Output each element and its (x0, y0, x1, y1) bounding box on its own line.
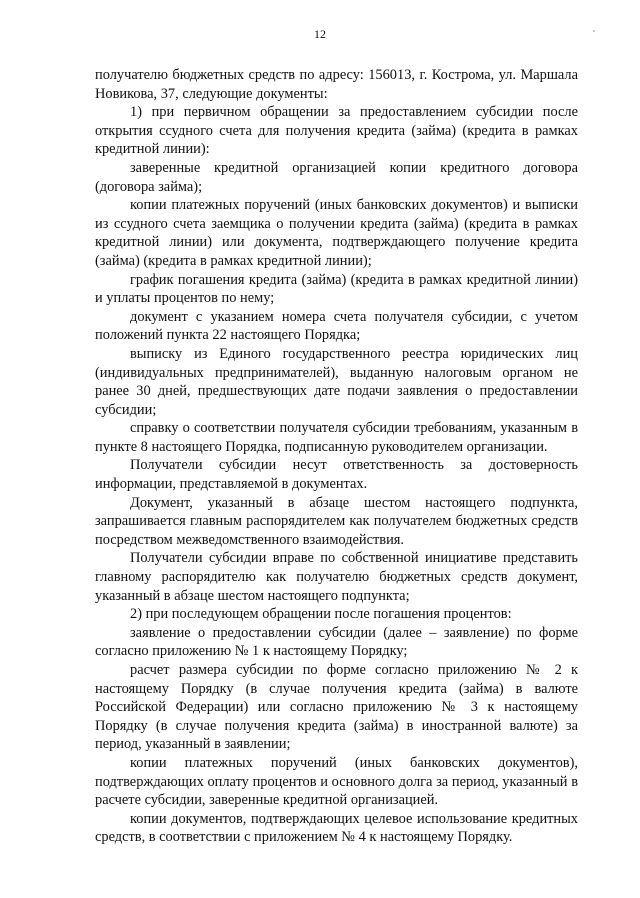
paragraph-application: заявление о предоставлении субсидии (далее – заявление) по форме согласно приложению № 1 к настоящему Порядку; (95, 624, 578, 660)
paragraph-target-use-documents: копии документов, подтверждающих целевое использование кредитных средств, в соответствии с приложением № 4 к настоящему Порядку. (95, 810, 578, 846)
document-body (95, 66, 578, 847)
page-number: 12 (314, 27, 326, 41)
paragraph-responsibility: Получатели субсидии несут ответственность за достоверность информации, представляемой в документах. (95, 457, 578, 493)
paragraph-repayment-schedule: график погашения кредита (займа) (кредита в рамках кредитной линии) и уплаты процентов по нему; (95, 271, 578, 307)
paragraph-loan-agreement-copies: заверенные кредитной организацией копии кредитного договора (договора займа); (95, 159, 578, 195)
paragraph-interagency-request: Документ, указанный в абзаце шестом настоящего подпункта, запрашивается главным распорядителем как получателем бюджетных средств посредством межведомственного взаимодействия. (95, 494, 578, 548)
paragraph-payment-confirmation: копии платежных поручений (иных банковских документов), подтверждающих оплату процентов и основного долга за период, указанный в расчете субсидии, заверенные кредитной организацией. (95, 754, 578, 809)
scan-speck (593, 30, 595, 32)
paragraph-item-2: 2) при последующем обращении после погашения процентов: (130, 606, 512, 623)
paragraph-compliance-certificate: справку о соответствии получателя субсидии требованиям, указанным в пункте 8 настоящего Порядка, подписанную руководителем организации. (95, 420, 578, 455)
paragraph-subsidy-calculation: расчет размера субсидии по форме согласно приложению № 2 к настоящему Порядку (в случае получения кредита (займа) в валюте Российской Федерации) или согласно приложению № 3 к настоящему Порядку (в случае получения кредита (займа) в иностранной валюте) за период, указанный в заявлении; (95, 662, 578, 753)
paragraph-payment-orders: копии платежных поручений (иных банковских документов) и выписки из ссудного счета заемщика о получении кредита (займа) (кредита в рамках кредитной линии) или документа, подтверждающего получение кредита (займа) (кредита в рамках кредитной линии); (95, 197, 578, 269)
paragraph-account-number: документ с указанием номера счета получателя субсидии, с учетом положений пункта 22 настоящего Порядка; (95, 308, 578, 344)
paragraph-item-1: 1) при первичном обращении за предоставлением субсидии после открытия ссудного счета для получения кредита (займа) (кредита в рамках кредитной линии): (95, 104, 578, 158)
paragraph-continuation: получателю бюджетных средств по адресу: 156013, г. Кострома, ул. Маршала Новикова, 37, следующие документы: (95, 67, 578, 102)
paragraph-registry-extract: выписку из Единого государственного реестра юридических лиц (индивидуальных предпринимателей), выданную налоговым органом не ранее 30 дней, предшествующих дате подачи заявления о предоставлении субсидии; (95, 345, 578, 418)
paragraph-own-initiative: Получатели субсидии вправе по собственной инициативе представить главному распорядителю как получателю бюджетных средств документ, указанный в абзаце шестом настоящего подпункта; (95, 550, 578, 604)
